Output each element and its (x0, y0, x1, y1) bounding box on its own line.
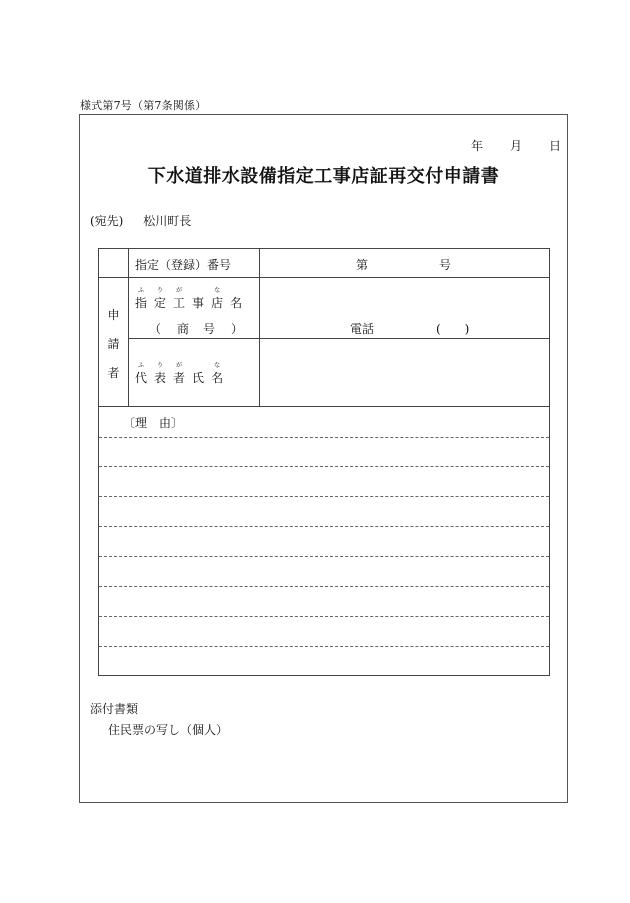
ruby-char: り 表 (154, 362, 167, 385)
date-month: 月 (509, 139, 522, 153)
ruby-char: な 名 (211, 362, 224, 385)
ruby-char: 名 (230, 296, 243, 310)
table-row-divider (128, 338, 549, 339)
table-row-divider (99, 277, 549, 278)
ruby-char: が 者 (173, 362, 186, 385)
reason-line (99, 586, 549, 587)
reason-line (99, 437, 549, 438)
ruby-char: 氏 (192, 371, 205, 385)
ruby-char: ふ 指 (135, 287, 148, 310)
applicant-char: 者 (107, 365, 120, 380)
reason-line (99, 496, 549, 497)
reason-line (99, 556, 549, 557)
attachments-title: 添付書類 (90, 702, 139, 716)
ruby-char: り 定 (154, 287, 167, 310)
reason-line (99, 646, 549, 647)
addressee-name: 松川町長 (143, 214, 192, 228)
applicant-vertical-label (99, 279, 128, 407)
registration-number-suffix: 号 (439, 258, 452, 272)
shop-name-label (135, 287, 243, 311)
registration-number-prefix: 第 (356, 258, 369, 272)
reason-label: 〔理 由〕 (123, 416, 184, 430)
form-number-label: 様式第7号（第7条関係） (80, 99, 207, 112)
date-year: 年 (470, 139, 483, 153)
phone-parentheses: ( ) (436, 322, 470, 336)
reason-line (99, 466, 549, 467)
form-title: 下水道排水設備指定工事店証再交付申請書 (147, 166, 500, 187)
reason-line (99, 526, 549, 527)
ruby-char: ふ 代 (135, 362, 148, 385)
ruby-char: 事 (192, 296, 205, 310)
registration-number-label: 指定（登録）番号 (135, 258, 232, 272)
table-col-divider (128, 249, 129, 406)
reason-line (99, 616, 549, 617)
date-line (471, 137, 561, 154)
ruby-char: な 店 (211, 287, 224, 310)
attachment-item: 住民票の写し（個人） (108, 723, 229, 737)
table-row-divider (99, 406, 549, 407)
application-table (98, 248, 550, 676)
applicant-char: 請 (107, 336, 120, 351)
representative-name-label (135, 362, 224, 386)
table-col-divider (259, 249, 260, 406)
applicant-char: 申 (107, 307, 120, 322)
application-form-frame (79, 114, 568, 803)
date-day: 日 (548, 139, 561, 153)
addressee-label: (宛先) (90, 214, 124, 228)
ruby-char: が 工 (173, 287, 186, 310)
addressee (90, 212, 191, 229)
phone-label: 電話 (350, 322, 375, 336)
trade-name-label: （ 商 号 ） (149, 322, 244, 336)
